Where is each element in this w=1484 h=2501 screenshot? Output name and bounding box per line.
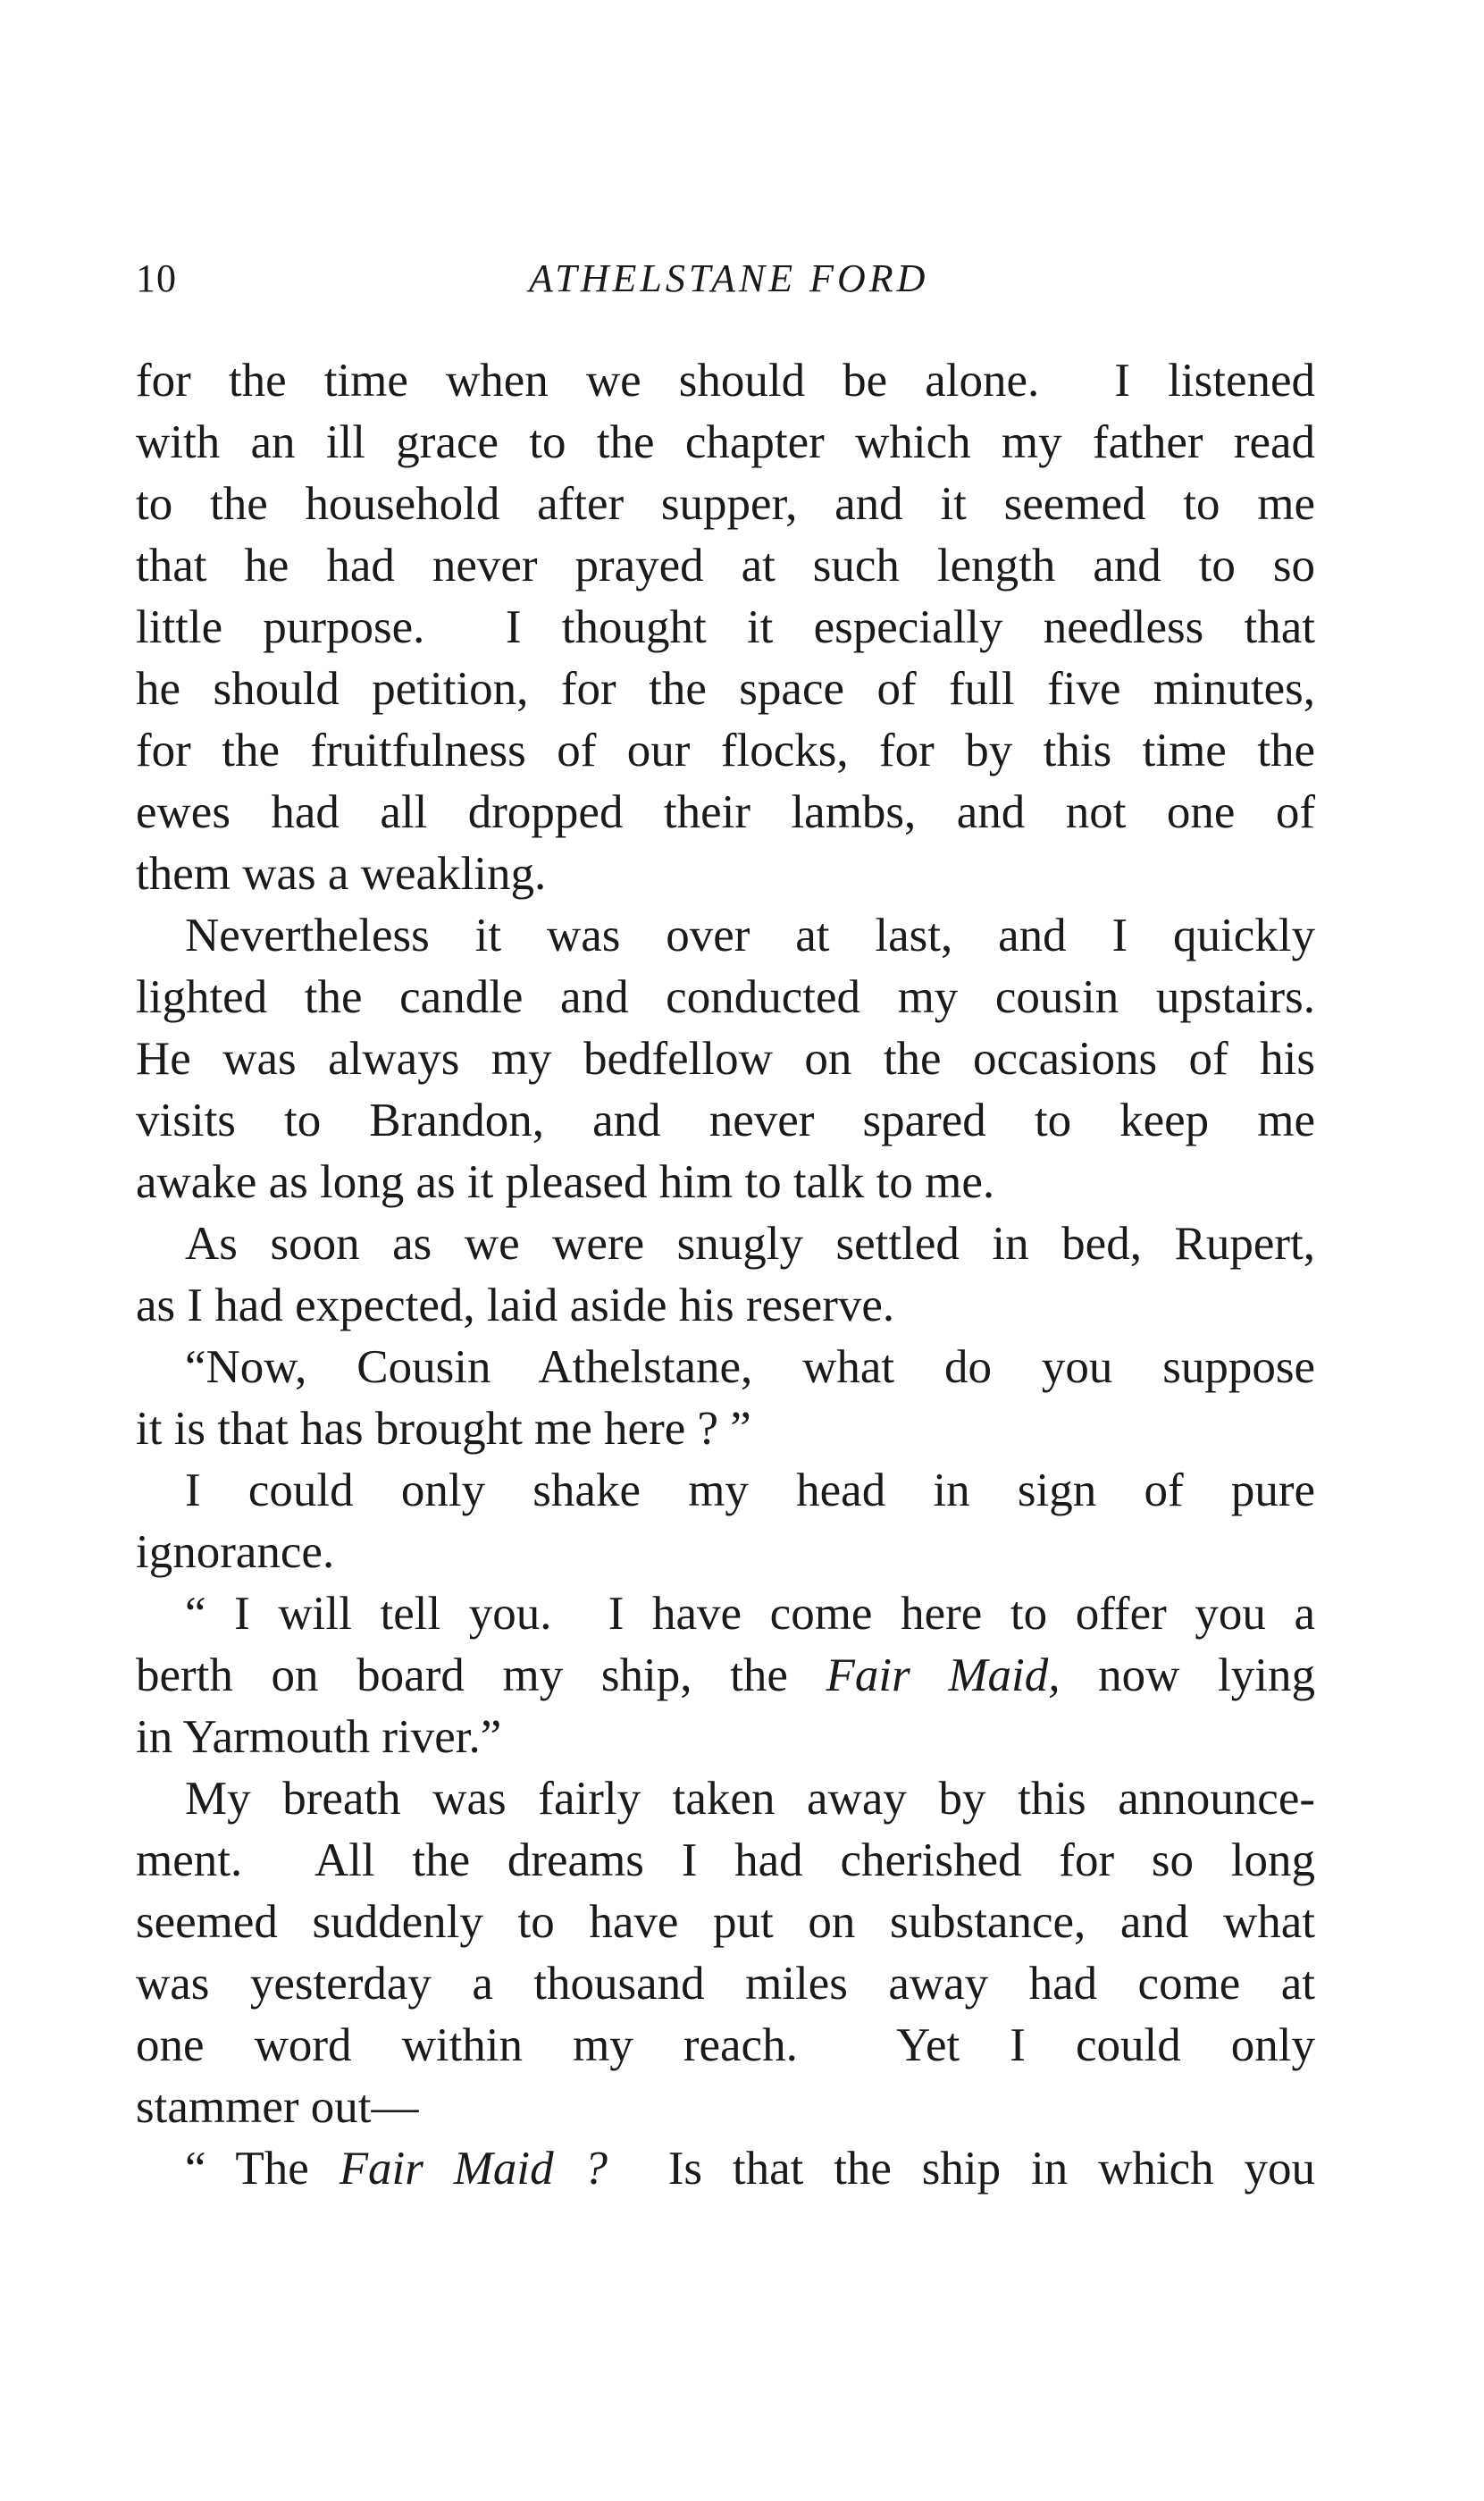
text-line <box>136 597 1315 659</box>
text-line <box>136 412 1315 474</box>
text-line <box>136 967 1315 1028</box>
text-segment: I could only shake my head in sign of pure <box>185 1465 1315 1516</box>
text-segment: as I had expected, laid aside his reserve. <box>136 1280 895 1331</box>
text-segment: it is that has brought me here ? ” <box>136 1403 751 1455</box>
text-line <box>136 1953 1315 2015</box>
text-segment: for the fruitfulness of our flocks, for by this time the <box>136 725 1315 776</box>
text-line <box>136 1645 1315 1707</box>
text-segment: that he had never prayed at such length and to so <box>136 540 1315 592</box>
page-number: 10 <box>136 256 177 300</box>
text-segment: now lying <box>1060 1649 1315 1701</box>
text-segment: one word within my reach. Yet I could only <box>136 2019 1315 2071</box>
text-line <box>136 1768 1315 1830</box>
text-line <box>136 1152 1315 1213</box>
text-segment: with an ill grace to the chapter which my father read <box>136 416 1315 468</box>
text-segment: “Now, Cousin Athelstane, what do you suppose <box>185 1341 1315 1393</box>
text-line <box>136 474 1315 535</box>
text-segment: Nevertheless it was over at last, and I quickly <box>185 910 1315 961</box>
text-segment: He was always my bedfellow on the occasions of his <box>136 1033 1315 1085</box>
text-line <box>136 782 1315 843</box>
text-line <box>136 535 1315 597</box>
text-line <box>136 720 1315 782</box>
text-line <box>136 2138 1315 2200</box>
text-line <box>136 1398 1315 1460</box>
text-segment: in Yarmouth river.” <box>136 1711 502 1763</box>
text-segment: was yesterday a thousand miles away had come at <box>136 1958 1315 2010</box>
text-line <box>136 659 1315 720</box>
text-segment: visits to Brandon, and never spared to keep me <box>136 1095 1315 1146</box>
text-line <box>136 1460 1315 1522</box>
text-segment: to the household after supper, and it seemed to me <box>136 478 1315 530</box>
text-segment: awake as long as it pleased him to talk to me. <box>136 1156 995 1208</box>
text-line <box>136 1275 1315 1337</box>
text-segment: seemed suddenly to have put on substance, and what <box>136 1896 1315 1948</box>
text-line <box>136 905 1315 967</box>
text-line <box>136 1892 1315 1953</box>
text-segment: ment. All the dreams I had cherished for so long <box>136 1834 1315 1886</box>
text-line <box>136 1028 1315 1090</box>
text-segment: My breath was fairly taken away by this announce- <box>185 1773 1315 1825</box>
text-line <box>136 1707 1315 1768</box>
running-title: ATHELSTANE FORD <box>529 256 929 300</box>
text-segment: them was a weakling. <box>136 848 547 900</box>
text-line <box>136 1522 1315 1583</box>
text-segment: little purpose. I thought it especially needless that <box>136 601 1315 653</box>
text-line <box>136 843 1315 905</box>
text-line <box>136 1090 1315 1152</box>
italic-text: Fair Maid, <box>826 1649 1061 1701</box>
body-text <box>136 350 1315 2200</box>
text-line <box>136 2015 1315 2077</box>
text-line <box>136 1213 1315 1275</box>
text-segment: for the time when we should be alone. I listened <box>136 355 1315 407</box>
text-line <box>136 1337 1315 1398</box>
text-line <box>136 1830 1315 1892</box>
text-segment: berth on board my ship, the <box>136 1649 826 1701</box>
text-segment: ewes had all dropped their lambs, and not one of <box>136 786 1315 838</box>
text-segment: Is that the ship in which you <box>608 2143 1315 2195</box>
text-segment: lighted the candle and conducted my cousin upstairs. <box>136 971 1315 1023</box>
text-line <box>136 2077 1315 2138</box>
text-segment: he should petition, for the space of full five minutes, <box>136 663 1315 715</box>
italic-text: Fair Maid ? <box>339 2143 608 2195</box>
text-line <box>136 1583 1315 1645</box>
text-segment: stammer out— <box>136 2081 419 2133</box>
text-line <box>136 350 1315 412</box>
text-segment: “ The <box>185 2143 340 2195</box>
text-segment: ignorance. <box>136 1526 335 1578</box>
text-segment: As soon as we were snugly settled in bed, Rupert, <box>185 1218 1315 1270</box>
text-segment: “ I will tell you. I have come here to offer you a <box>185 1588 1315 1640</box>
page-header <box>136 256 1315 309</box>
